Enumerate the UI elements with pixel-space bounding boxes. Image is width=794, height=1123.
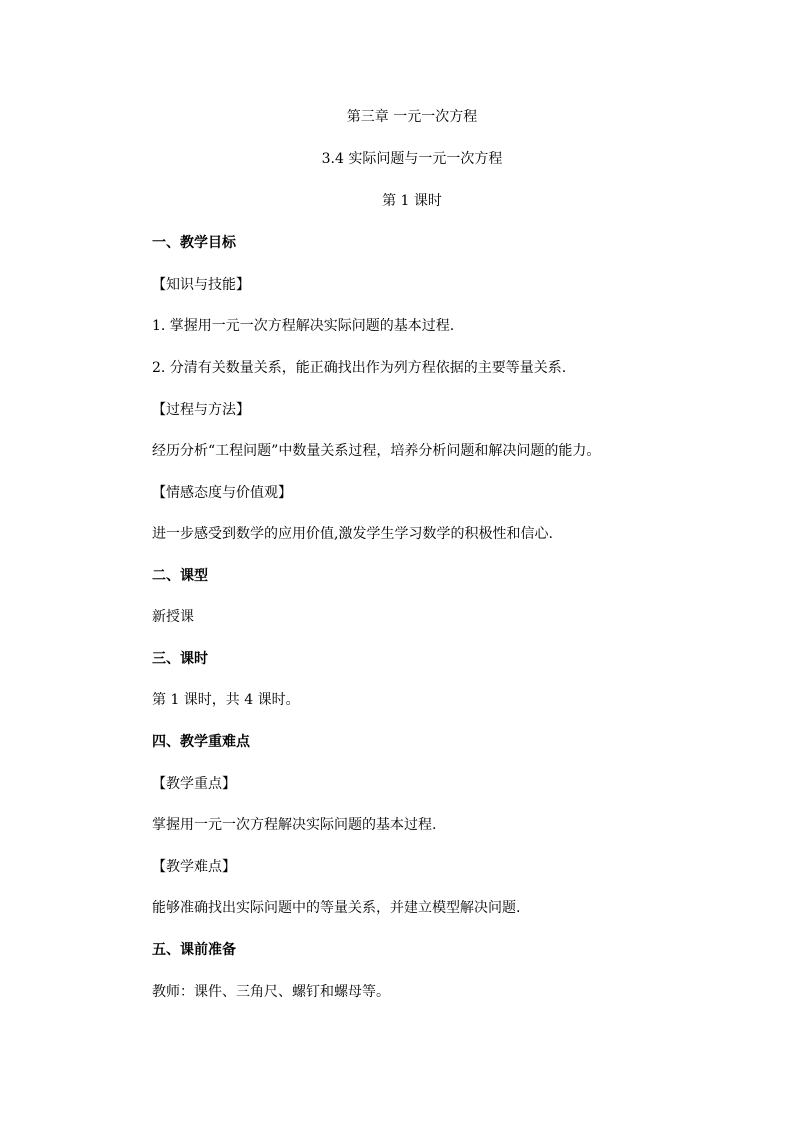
knowledge-item-2: 2. 分清有关数量关系，能正确找出作为列方程依据的主要等量关系.	[152, 360, 567, 376]
lesson-title: 第 1 课时	[382, 193, 442, 209]
key-point-label: 【教学重点】	[152, 776, 236, 792]
section-heading-preparation: 五、课前准备	[152, 942, 236, 958]
knowledge-skills-label: 【知识与技能】	[152, 277, 250, 293]
difficult-point-text: 能够准确找出实际问题中的等量关系，并建立模型解决问题.	[152, 900, 521, 916]
chapter-title: 第三章 一元一次方程	[346, 109, 478, 125]
emotion-values-label: 【情感态度与价值观】	[152, 485, 292, 501]
section-heading-objectives: 一、教学目标	[152, 235, 236, 251]
class-hours-text: 第 1 课时，共 4 课时。	[152, 692, 300, 708]
section-heading-key-points: 四、教学重难点	[152, 734, 250, 750]
process-method-label: 【过程与方法】	[152, 402, 250, 418]
section-heading-lesson-type: 二、课型	[152, 568, 208, 584]
section-title: 3.4 实际问题与一元一次方程	[321, 151, 503, 167]
preparation-text: 教师：课件、三角尺、螺钉和螺母等。	[152, 984, 390, 1000]
difficult-point-label: 【教学难点】	[152, 859, 236, 875]
key-point-text: 掌握用一元一次方程解决实际问题的基本过程.	[152, 817, 437, 833]
lesson-type-text: 新授课	[152, 609, 194, 625]
process-method-text: 经历分析“工程问题”中数量关系过程，培养分析问题和解决问题的能力。	[152, 443, 601, 459]
emotion-values-text: 进一步感受到数学的应用价值,激发学生学习数学的积极性和信心.	[152, 526, 553, 542]
section-heading-class-hours: 三、课时	[152, 651, 208, 667]
knowledge-item-1: 1. 掌握用一元一次方程解决实际问题的基本过程.	[152, 318, 455, 334]
